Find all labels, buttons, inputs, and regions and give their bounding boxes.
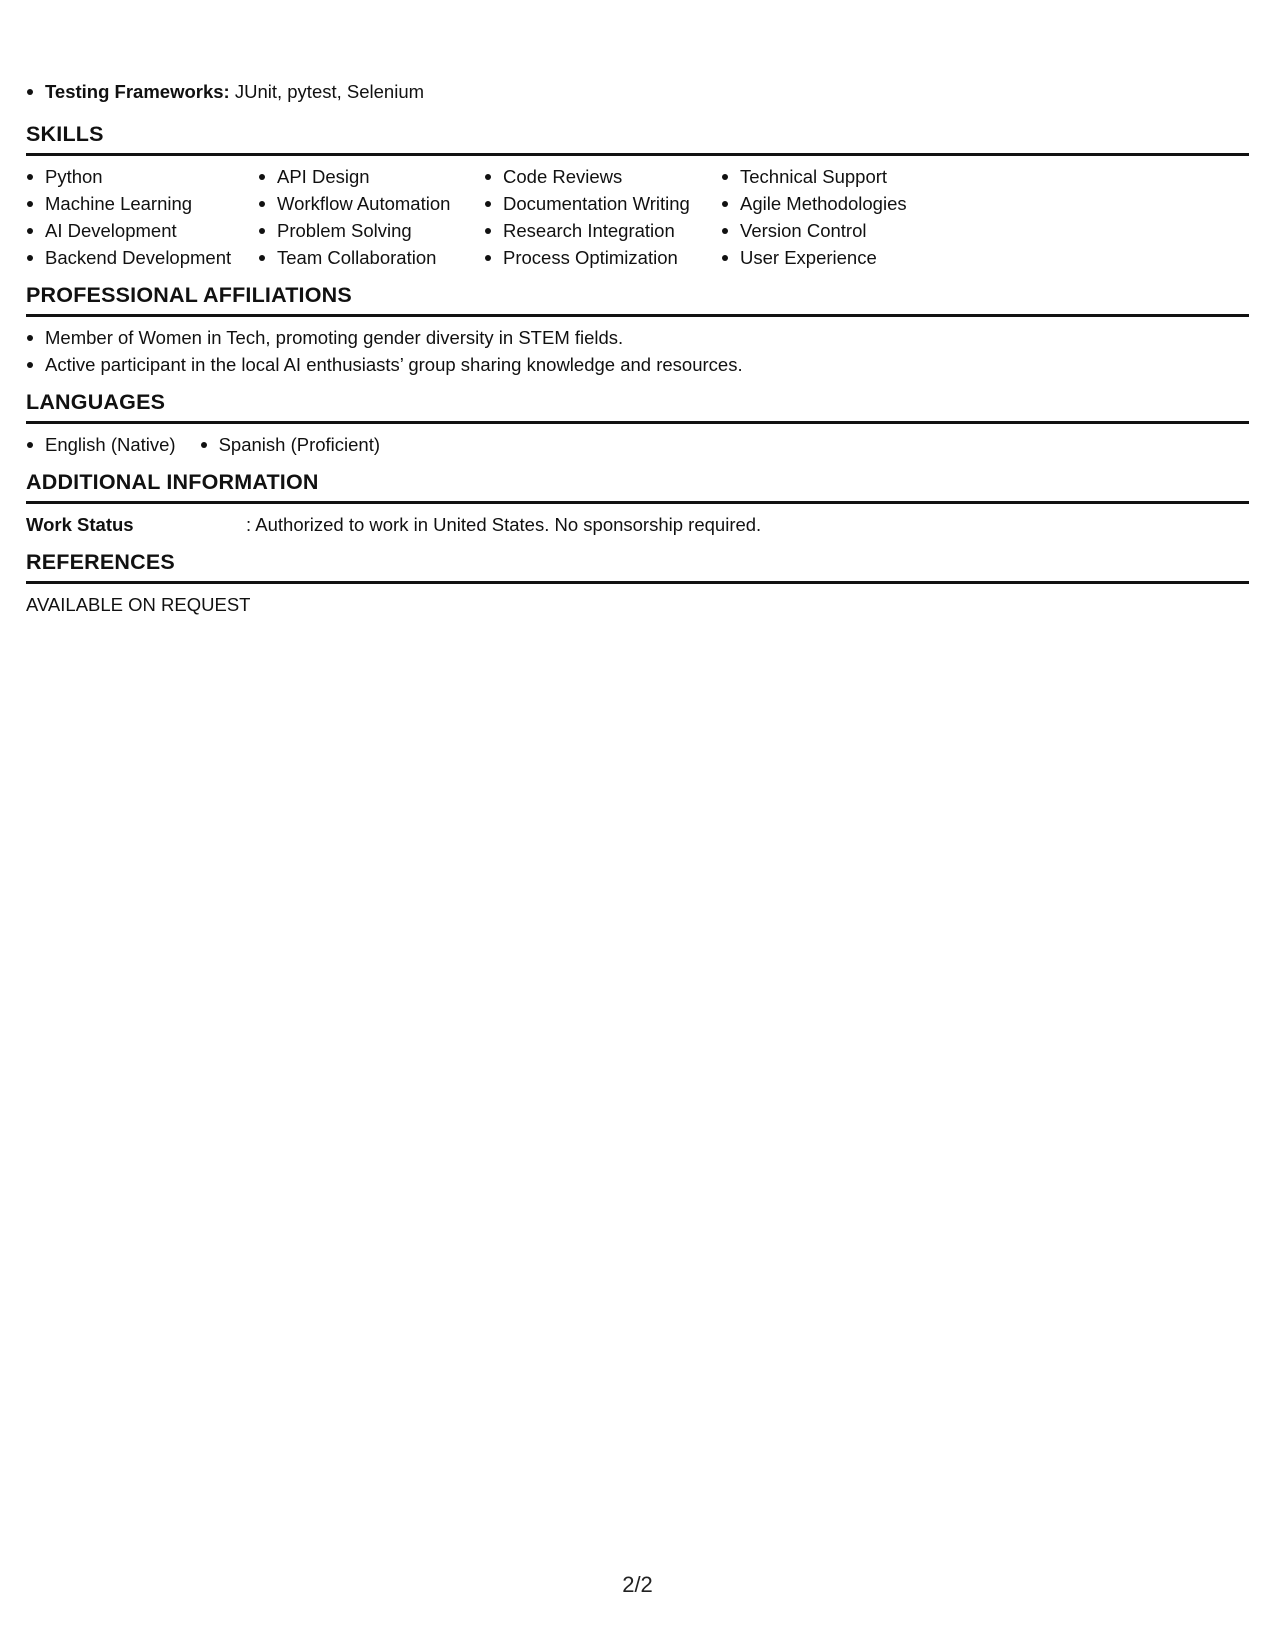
language-item: Spanish (Proficient)	[200, 431, 380, 458]
testing-frameworks-item	[26, 78, 1249, 105]
skill-item: Python	[26, 163, 258, 190]
skills-column-3	[484, 163, 721, 271]
skill-item: Machine Learning	[26, 190, 258, 217]
skill-item: Documentation Writing	[484, 190, 721, 217]
additional-info-section	[26, 468, 1249, 538]
skill-item: Agile Methodologies	[721, 190, 951, 217]
skills-section	[26, 120, 1249, 271]
skill-item: Process Optimization	[484, 244, 721, 271]
languages-section	[26, 388, 1249, 458]
skills-grid	[26, 156, 1249, 271]
skills-column-2	[258, 163, 484, 271]
skill-item: Workflow Automation	[258, 190, 484, 217]
page-number: 2/2	[622, 1572, 653, 1597]
additional-info-heading: ADDITIONAL INFORMATION	[26, 468, 1249, 504]
work-status-label: Work Status	[26, 514, 134, 535]
skills-column-4	[721, 163, 951, 271]
skill-item: Technical Support	[721, 163, 951, 190]
skill-item: API Design	[258, 163, 484, 190]
references-text: AVAILABLE ON REQUEST	[26, 594, 251, 615]
work-status-value: : Authorized to work in United States. No sponsorship required.	[246, 514, 762, 535]
affiliations-heading: PROFESSIONAL AFFILIATIONS	[26, 281, 1249, 317]
skill-item: Problem Solving	[258, 217, 484, 244]
work-status-row	[26, 504, 1249, 538]
skills-column-1	[26, 163, 258, 271]
affiliation-item: Member of Women in Tech, promoting gender diversity in STEM fields.	[26, 324, 1249, 351]
skill-item: Version Control	[721, 217, 951, 244]
skill-item: Backend Development	[26, 244, 258, 271]
skill-item: Team Collaboration	[258, 244, 484, 271]
testing-frameworks-label: Testing Frameworks:	[45, 81, 230, 102]
skill-item: AI Development	[26, 217, 258, 244]
languages-list	[26, 424, 1249, 458]
languages-heading: LANGUAGES	[26, 388, 1249, 424]
references-heading: REFERENCES	[26, 548, 1249, 584]
affiliations-section	[26, 281, 1249, 378]
technical-skills-continuation	[26, 78, 1249, 105]
language-item: English (Native)	[26, 431, 176, 458]
affiliations-list	[26, 317, 1249, 378]
skill-item: Code Reviews	[484, 163, 721, 190]
references-section	[26, 548, 1249, 618]
resume-page	[26, 78, 1249, 628]
testing-frameworks-value: JUnit, pytest, Selenium	[229, 81, 425, 102]
skills-heading: SKILLS	[26, 120, 1249, 156]
affiliation-item: Active participant in the local AI enthusiasts’ group sharing knowledge and resources.	[26, 351, 1249, 378]
skill-item: Research Integration	[484, 217, 721, 244]
skill-item: User Experience	[721, 244, 951, 271]
